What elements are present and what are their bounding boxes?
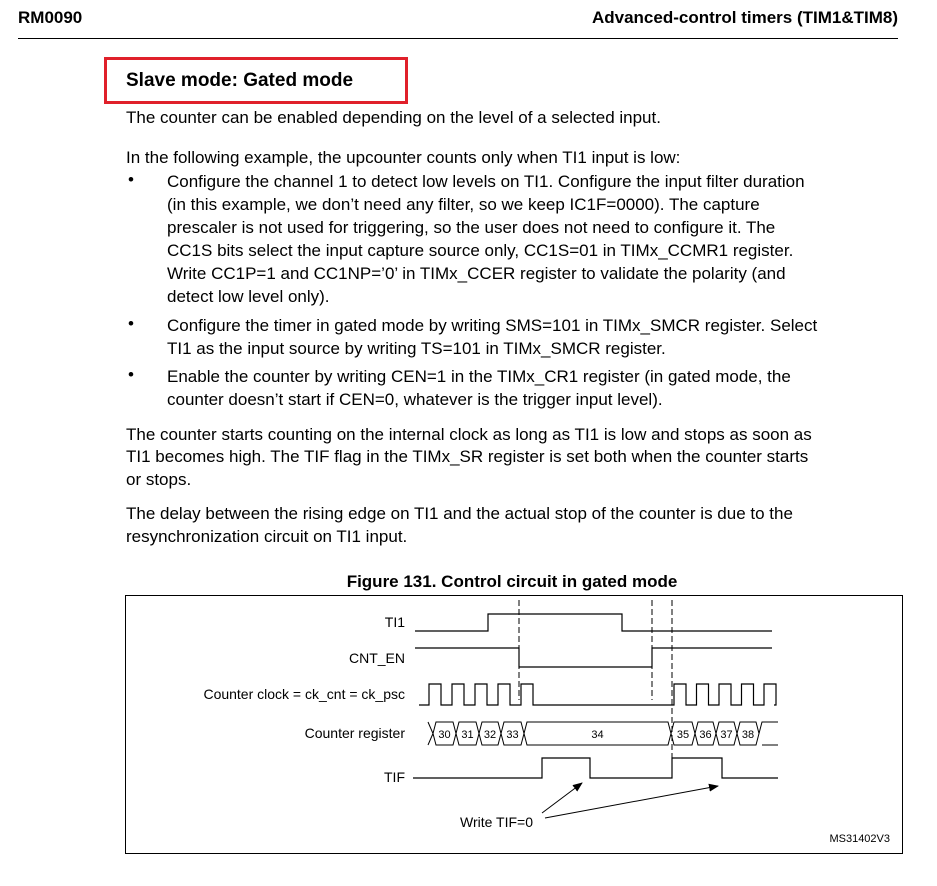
register-value: 31 bbox=[461, 729, 474, 741]
register-value: 30 bbox=[438, 729, 451, 741]
bullet-line: TI1 as the input source by writing TS=101 in TIMx_SMCR register. bbox=[167, 339, 666, 358]
document-id: RM0090 bbox=[18, 8, 83, 27]
paragraph-counting: The counter starts counting on the internal clock as long as TI1 is low and stops as soon as bbox=[126, 425, 812, 444]
annotation-write-tif: Write TIF=0 bbox=[460, 814, 534, 830]
register-value: 37 bbox=[720, 729, 733, 741]
register-value: 35 bbox=[676, 729, 690, 741]
bullet-line: (in this example, we don’t need any filter, so we keep IC1F=0000). The capture bbox=[167, 195, 760, 214]
bullet-line: detect low level only). bbox=[167, 287, 330, 306]
figure-id: MS31402V3 bbox=[829, 833, 890, 845]
register-value: 36 bbox=[699, 729, 712, 741]
figure-caption: Figure 131. Control circuit in gated mode bbox=[346, 572, 678, 591]
bullet-line: Configure the timer in gated mode by writing SMS=101 in TIMx_SMCR register. Select bbox=[167, 316, 818, 335]
register-value: 33 bbox=[506, 729, 519, 741]
bullet-line: counter doesn’t start if CEN=0, whatever is the trigger input level). bbox=[167, 390, 663, 409]
bullet-line: CC1S bits select the input capture source only, CC1S=01 in TIMx_CCMR1 register. bbox=[167, 241, 794, 260]
paragraph-intro: The counter can be enabled depending on the level of a selected input. bbox=[126, 108, 661, 127]
paragraph-delay: resynchronization circuit on TI1 input. bbox=[126, 527, 408, 546]
bullet-glyph: • bbox=[128, 314, 134, 333]
label-cnt-en: CNT_EN bbox=[348, 650, 405, 666]
register-value: 38 bbox=[741, 729, 755, 741]
wave-register bbox=[428, 722, 778, 745]
section-title: Advanced-control timers (TIM1&TIM8) bbox=[591, 8, 898, 27]
bullet-line: prescaler is not used for triggering, so the user does not need to configure it. The bbox=[167, 218, 776, 237]
wave-tif bbox=[413, 758, 778, 778]
bullet-line: Write CC1P=1 and CC1NP=’0’ in TIMx_CCER register to validate the polarity (and bbox=[167, 264, 786, 283]
label-clock: Counter clock = ck_cnt = ck_psc bbox=[203, 686, 405, 702]
arrow-1 bbox=[542, 783, 582, 813]
section-heading: Slave mode: Gated mode bbox=[126, 70, 354, 91]
bullet-line: Enable the counter by writing CEN=1 in the TIMx_CR1 register (in gated mode, the bbox=[167, 367, 791, 386]
paragraph-counting: TI1 becomes high. The TIF flag in the TIMx_SR register is set both when the counter starts bbox=[126, 447, 809, 466]
paragraph-counting: or stops. bbox=[126, 470, 192, 489]
label-ti1: TI1 bbox=[384, 614, 405, 630]
paragraph-delay: The delay between the rising edge on TI1 and the actual stop of the counter is due to the bbox=[126, 504, 793, 523]
bullet-glyph: • bbox=[128, 170, 134, 189]
bullet-line: Configure the channel 1 to detect low levels on TI1. Configure the input filter duration bbox=[167, 172, 805, 191]
label-tif: TIF bbox=[384, 769, 405, 785]
wave-cnt-en bbox=[415, 648, 772, 667]
paragraph-example: In the following example, the upcounter counts only when TI1 input is low: bbox=[126, 148, 681, 167]
bullet-glyph: • bbox=[128, 365, 134, 384]
register-value: 32 bbox=[483, 729, 497, 741]
label-register: Counter register bbox=[304, 725, 405, 741]
wave-ti1 bbox=[415, 614, 772, 631]
register-value: 34 bbox=[591, 729, 604, 741]
wave-clock bbox=[419, 684, 776, 705]
